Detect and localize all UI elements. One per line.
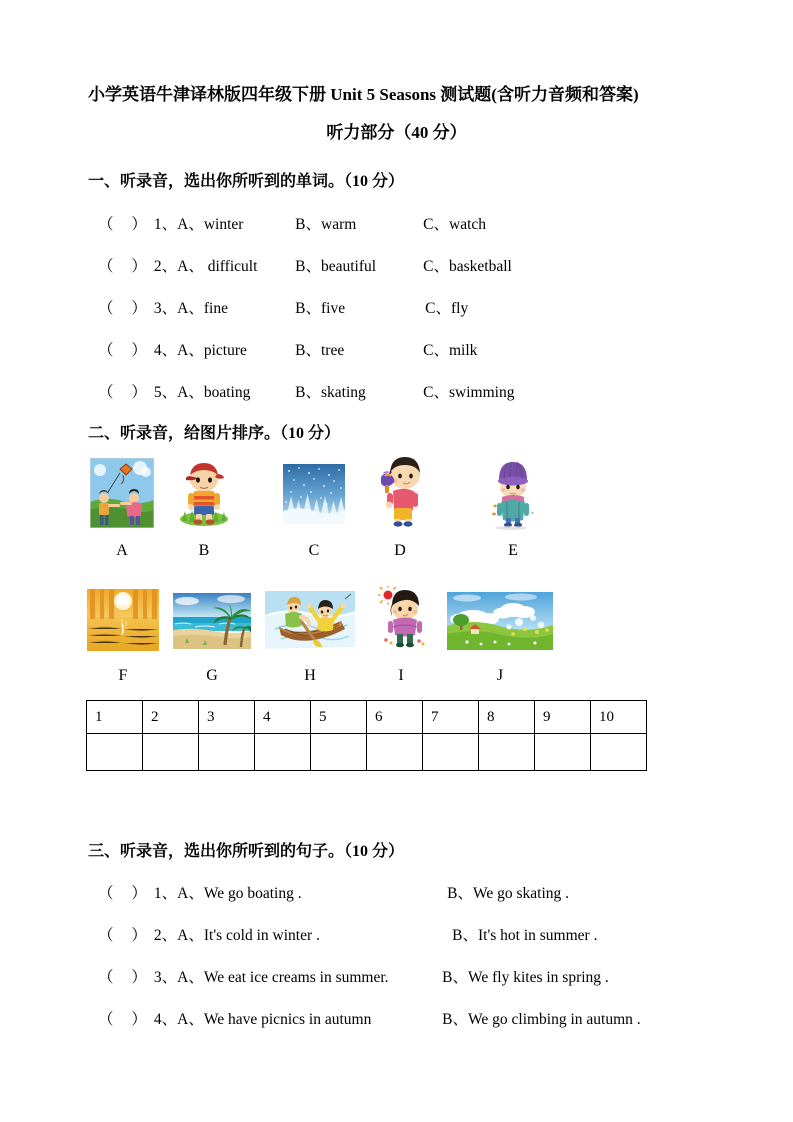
table-cell-number: 3 xyxy=(199,701,255,734)
answer-blank-paren[interactable]: （ ） xyxy=(98,1011,154,1028)
table-cell-number: 4 xyxy=(255,701,311,734)
part1-question-4 xyxy=(98,338,477,360)
answer-blank-paren[interactable]: （ ） xyxy=(98,927,154,944)
table-cell-number: 8 xyxy=(479,701,535,734)
question-number: 2、 xyxy=(153,927,178,944)
table-cell-answer[interactable] xyxy=(535,734,591,771)
table-cell-number: 7 xyxy=(423,701,479,734)
beach-palm-trees-illustration xyxy=(173,593,251,649)
table-cell-number: 6 xyxy=(367,701,423,734)
option-a[interactable]: A、It's cold in winter . xyxy=(177,927,320,944)
table-row-answers xyxy=(87,734,647,771)
part1-question-1 xyxy=(98,212,486,234)
option-b[interactable]: B、warm xyxy=(295,216,357,233)
part3-question-4 xyxy=(98,1007,641,1029)
picture-h xyxy=(265,591,355,649)
table-cell-answer[interactable] xyxy=(591,734,647,771)
answer-blank-paren[interactable]: （ ） xyxy=(98,969,154,986)
table-cell-answer[interactable] xyxy=(143,734,199,771)
option-a[interactable]: A、 difficult xyxy=(177,258,258,275)
picture-label-h: H xyxy=(304,667,316,684)
option-b[interactable]: B、skating xyxy=(295,384,366,401)
option-c[interactable]: C、basketball xyxy=(423,258,512,275)
table-row-numbers xyxy=(87,701,647,734)
answer-blank-paren[interactable]: （ ） xyxy=(98,342,154,359)
part3-question-1 xyxy=(98,881,569,903)
table-cell-answer[interactable] xyxy=(87,734,143,771)
table-cell-answer[interactable] xyxy=(423,734,479,771)
picture-c xyxy=(283,464,345,524)
picture-a xyxy=(90,458,154,528)
children-boating-illustration xyxy=(265,591,355,649)
table-cell-answer[interactable] xyxy=(479,734,535,771)
ordering-answer-table xyxy=(86,700,647,771)
part1-question-2 xyxy=(98,254,512,276)
boy-on-grass-illustration xyxy=(175,455,233,528)
question-number: 1、 xyxy=(153,216,178,233)
question-number: 3、 xyxy=(153,300,178,317)
table-cell-number: 10 xyxy=(591,701,647,734)
part3-question-2 xyxy=(98,923,597,945)
table-cell-number: 1 xyxy=(87,701,143,734)
picture-label-f: F xyxy=(118,667,128,684)
part3-heading: 三、听录音，选出你所听到的句子。（10 分） xyxy=(88,843,405,860)
option-b[interactable]: B、tree xyxy=(295,342,345,359)
question-number: 4、 xyxy=(153,1011,178,1028)
table-cell-number: 9 xyxy=(535,701,591,734)
option-b[interactable]: B、We go climbing in autumn . xyxy=(442,1011,641,1028)
child-winter-hat-illustration xyxy=(487,452,539,530)
picture-label-c: C xyxy=(308,542,320,559)
picture-i xyxy=(374,586,428,652)
answer-blank-paren[interactable]: （ ） xyxy=(98,300,154,317)
option-a[interactable]: A、We have picnics in autumn xyxy=(177,1011,372,1028)
picture-label-e: E xyxy=(508,542,518,559)
question-number: 2、 xyxy=(153,258,178,275)
table-cell-answer[interactable] xyxy=(199,734,255,771)
part3-question-3 xyxy=(98,965,609,987)
answer-blank-paren[interactable]: （ ） xyxy=(98,885,154,902)
option-a[interactable]: A、picture xyxy=(177,342,247,359)
part1-question-3 xyxy=(98,296,468,318)
picture-b xyxy=(175,455,233,528)
option-c[interactable]: C、watch xyxy=(423,216,487,233)
option-c[interactable]: C、swimming xyxy=(423,384,515,401)
option-b[interactable]: B、It's hot in summer . xyxy=(452,927,598,944)
section-heading: 听力部分（40 分） xyxy=(326,123,467,142)
answer-blank-paren[interactable]: （ ） xyxy=(98,216,154,233)
part1-question-5 xyxy=(98,380,514,402)
part2-heading: 二、听录音，给图片排序。（10 分） xyxy=(88,425,341,442)
snowy-forest-illustration xyxy=(283,464,345,524)
question-number: 4、 xyxy=(153,342,178,359)
picture-label-a: A xyxy=(116,542,128,559)
picture-label-g: G xyxy=(206,667,218,684)
picture-label-d: D xyxy=(394,542,406,559)
question-number: 5、 xyxy=(153,384,178,401)
picture-f xyxy=(87,589,159,651)
picture-label-b: B xyxy=(198,542,210,559)
girl-under-hot-sun-illustration xyxy=(374,586,428,652)
picture-label-i: I xyxy=(398,667,404,684)
table-cell-answer[interactable] xyxy=(255,734,311,771)
spring-meadow-illustration xyxy=(447,592,553,650)
option-a[interactable]: A、boating xyxy=(177,384,251,401)
option-a[interactable]: A、fine xyxy=(177,300,228,317)
picture-label-j: J xyxy=(496,667,504,684)
option-a[interactable]: A、We eat ice creams in summer. xyxy=(177,969,389,986)
option-a[interactable]: A、We go boating . xyxy=(177,885,302,902)
picture-e xyxy=(487,452,539,530)
option-b[interactable]: B、beautiful xyxy=(295,258,377,275)
table-cell-answer[interactable] xyxy=(311,734,367,771)
picture-g xyxy=(173,593,251,649)
picture-j xyxy=(447,592,553,650)
question-number: 1、 xyxy=(153,885,178,902)
option-b[interactable]: B、We fly kites in spring . xyxy=(442,969,609,986)
page-title: 小学英语牛津译林版四年级下册 Unit 5 Seasons 测试题(含听力音频和答案) xyxy=(88,85,639,104)
option-b[interactable]: B、We go skating . xyxy=(447,885,570,902)
option-c[interactable]: C、fly xyxy=(425,300,469,317)
question-number: 3、 xyxy=(153,969,178,986)
option-c[interactable]: C、milk xyxy=(423,342,478,359)
wheat-field-illustration xyxy=(87,589,159,651)
table-cell-number: 5 xyxy=(311,701,367,734)
table-cell-number: 2 xyxy=(143,701,199,734)
answer-blank-paren[interactable]: （ ） xyxy=(98,258,154,275)
part1-heading: 一、听录音，选出你所听到的单词。（10 分） xyxy=(88,173,405,190)
option-b[interactable]: B、five xyxy=(295,300,346,317)
picture-d xyxy=(373,455,427,528)
girl-eating-ice-cream-illustration xyxy=(373,455,427,528)
option-a[interactable]: A、winter xyxy=(177,216,244,233)
table-cell-answer[interactable] xyxy=(367,734,423,771)
answer-blank-paren[interactable]: （ ） xyxy=(98,384,154,401)
kite-flying-illustration xyxy=(90,458,154,528)
